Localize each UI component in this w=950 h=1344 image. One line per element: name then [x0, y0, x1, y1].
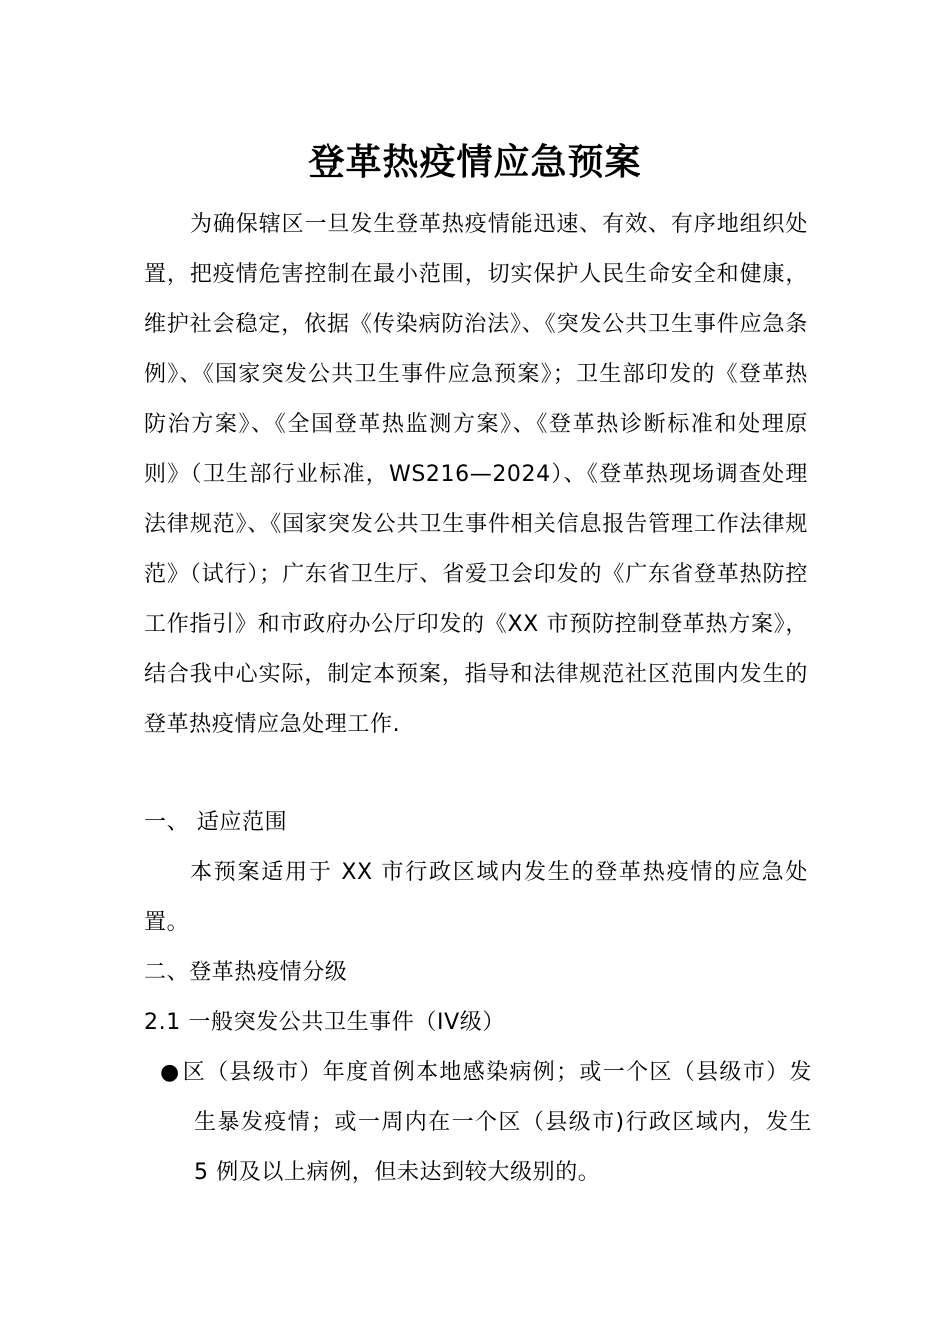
- subsection-2-1-heading: 2.1 一般突发公共卫生事件（IV级）: [144, 1010, 505, 1035]
- bullet-text: 区（县级市）年度首例本地感染病例；或一个区（县级市）发生暴发疫情；或一周内在一个区（县级市)行政区域内，发生 5 例及以上病例，但未达到较大级别的。: [182, 1060, 812, 1185]
- section-2-heading: 二、登革热疫情分级: [144, 960, 348, 985]
- bullet-icon: ●: [160, 1060, 180, 1085]
- section-1-paragraph: 本预案适用于 XX 市行政区域内发生的登革热疫情的应急处置。: [144, 860, 808, 935]
- document-title: 登革热疫情应急预案: [308, 142, 642, 183]
- section-1-heading: 一、 适应范围: [144, 810, 288, 835]
- intro-paragraph: 为确保辖区一旦发生登革热疫情能迅速、有效、有序地组织处置，把疫情危害控制在最小范围，切实保护人民生命安全和健康，维护社会稳定，依据《传染病防治法》、《突发公共卫生事件应急条例》、《国家突发公共卫生事件应急预案》；卫生部印发的《登革热防治方案》、《全国登革热监测方案》、《登革热诊断标准和处理原则》（卫生部行业标准，WS216—2024）、《登革热现场调查处理法律规范》、《国家突发公共卫生事件相关信息报告管理工作法律规范》（试行）；广东省卫生厅、省爱卫会印发的《广东省登革热防控工作指引》和市政府办公厅印发的《XX 市预防控制登革热方案》，结合我中心实际，制定本预案，指导和法律规范社区范围内发生的登革热疫情应急处理工作.: [144, 212, 808, 737]
- bullet-item: [160, 1048, 812, 1198]
